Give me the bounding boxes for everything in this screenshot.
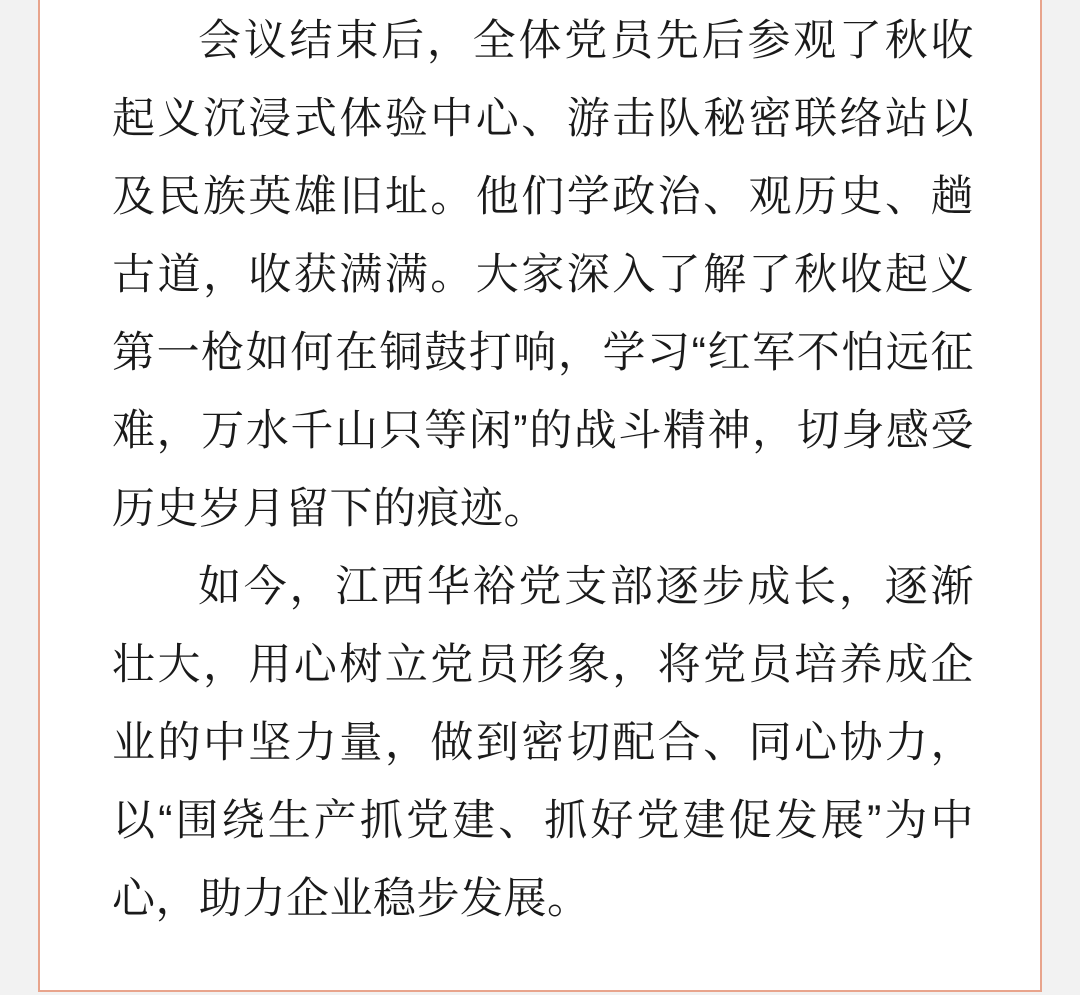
background-strip-right — [1042, 0, 1080, 995]
document-page-frame — [38, 0, 1042, 992]
background-strip-left — [0, 0, 38, 995]
paragraph-1: 会议结束后，全体党员先后参观了秋收起义沉浸式体验中心、游击队秘密联络站以及民族英雄旧址。他们学政治、观历史、趟古道，收获满满。大家深入了解了秋收起义第一枪如何在铜鼓打响，学习“红军不怕远征难，万水千山只等闲”的战斗精神，切身感受历史岁月留下的痕迹。 — [112, 17, 974, 533]
paragraph-2: 如今，江西华裕党支部逐步成长，逐渐壮大，用心树立党员形象，将党员培养成企业的中坚力量，做到密切配合、同心协力，以“围绕生产抓党建、抓好党建促发展”为中心，助力企业稳步发展。 — [112, 563, 974, 923]
article-body — [112, 2, 974, 938]
document-page-surface — [50, 0, 1030, 980]
